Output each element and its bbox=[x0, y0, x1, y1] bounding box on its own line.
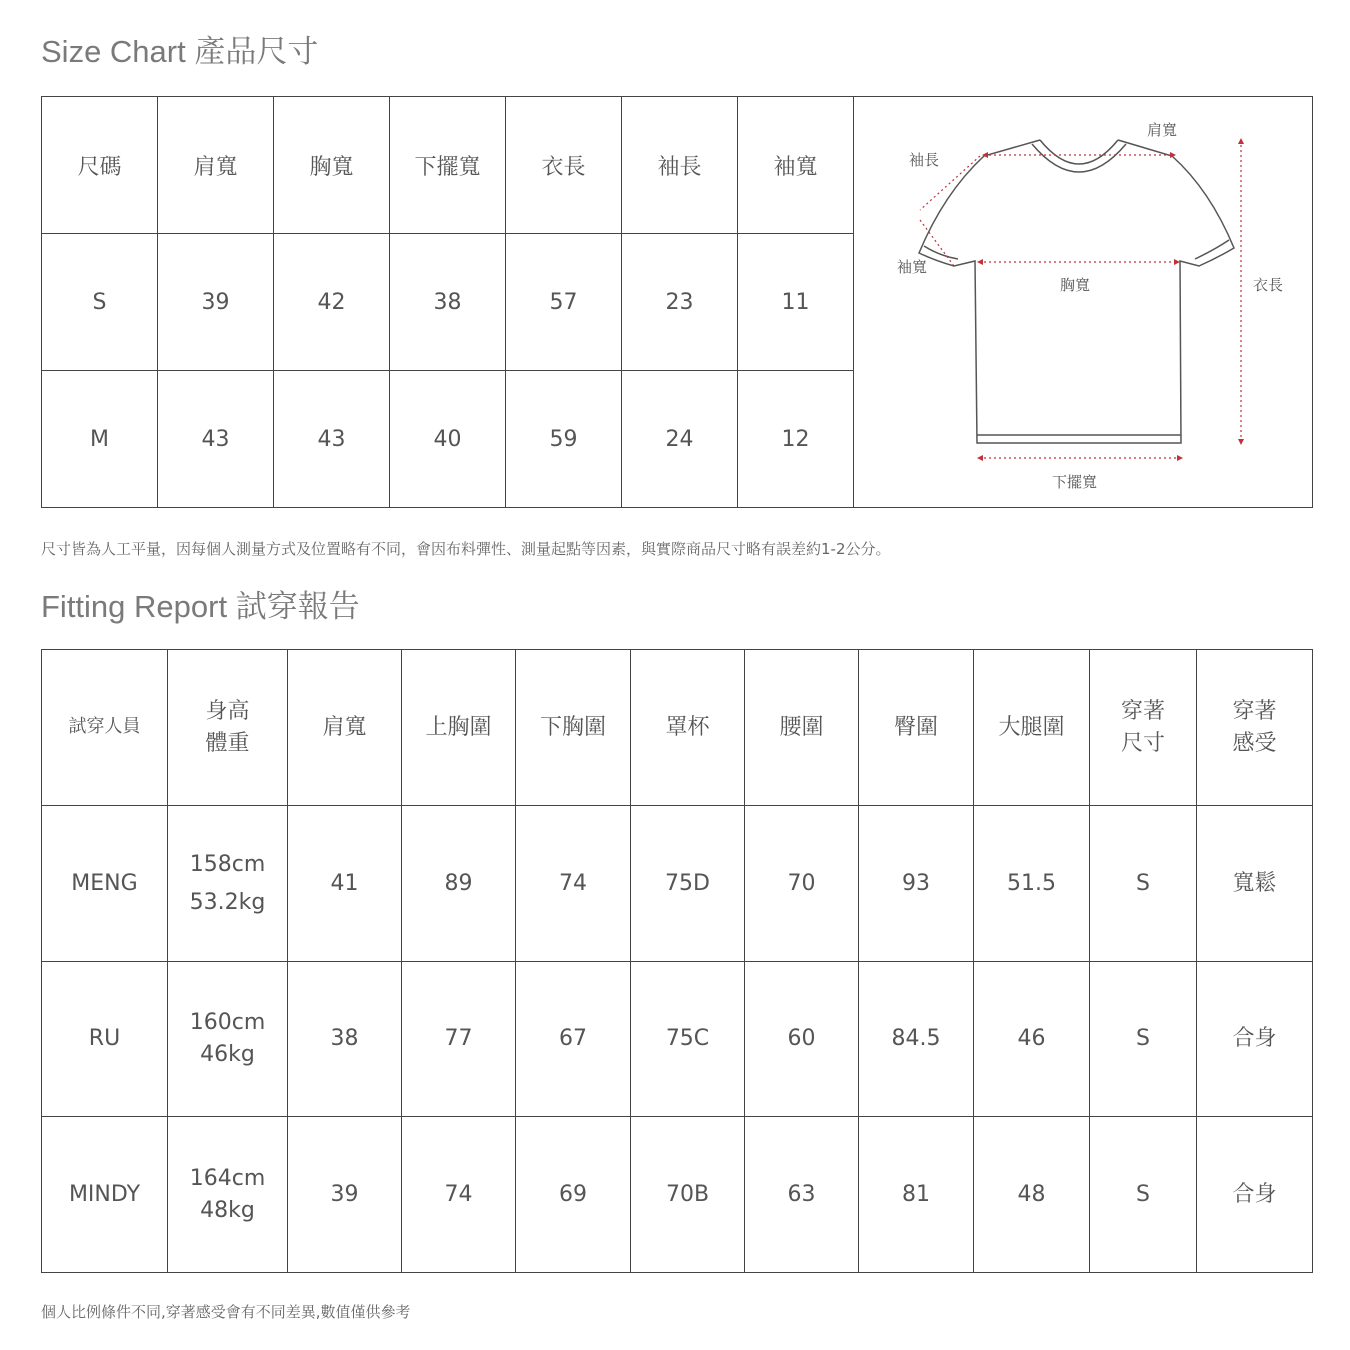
fitting-report-table bbox=[41, 649, 1313, 1273]
value-cell: 42 bbox=[274, 234, 390, 371]
value-cell: 43 bbox=[274, 371, 390, 508]
header-cup: 罩杯 bbox=[631, 650, 745, 806]
value-cell: 75D bbox=[631, 806, 745, 962]
header-hem: 下擺寬 bbox=[390, 97, 506, 234]
tester-name: RU bbox=[42, 962, 168, 1117]
arrow-icon bbox=[1177, 455, 1183, 461]
arrow-icon bbox=[977, 259, 983, 265]
height-weight-cell: 160cm 46kg bbox=[168, 962, 288, 1117]
value-cell: 74 bbox=[402, 1117, 516, 1273]
fit-header-row bbox=[42, 650, 1313, 806]
value-cell: 67 bbox=[516, 962, 631, 1117]
value-cell: 23 bbox=[622, 234, 738, 371]
value-cell: 46 bbox=[974, 962, 1090, 1117]
diagram-label-chest: 胸寬 bbox=[1060, 276, 1091, 294]
header-height-weight: 身高 體重 bbox=[168, 650, 288, 806]
value-cell: 63 bbox=[745, 1117, 859, 1273]
table-row bbox=[42, 1117, 1313, 1273]
value-cell: 81 bbox=[859, 1117, 974, 1273]
value-cell: 70 bbox=[745, 806, 859, 962]
arrow-icon bbox=[1238, 439, 1244, 445]
value-cell: 57 bbox=[506, 234, 622, 371]
value-cell: 77 bbox=[402, 962, 516, 1117]
diagram-label-sleeve-length: 袖長 bbox=[909, 151, 940, 169]
header-tester: 試穿人員 bbox=[42, 650, 168, 806]
value-cell: 59 bbox=[506, 371, 622, 508]
value-cell: 合身 bbox=[1197, 962, 1313, 1117]
header-wear-size: 穿著 尺寸 bbox=[1090, 650, 1197, 806]
header-under-bust: 下胸圍 bbox=[516, 650, 631, 806]
value-cell: S bbox=[1090, 962, 1197, 1117]
value-cell: 89 bbox=[402, 806, 516, 962]
value-cell: 74 bbox=[516, 806, 631, 962]
header-waist: 腰圍 bbox=[745, 650, 859, 806]
tshirt-diagram-cell bbox=[854, 97, 1313, 508]
value-cell: 38 bbox=[390, 234, 506, 371]
value-cell: 39 bbox=[288, 1117, 402, 1273]
diagram-label-sleeve-width: 袖寬 bbox=[897, 258, 928, 276]
tshirt-collar-inner bbox=[1032, 144, 1126, 172]
value-cell: 60 bbox=[745, 962, 859, 1117]
size-cell: M bbox=[42, 371, 158, 508]
fitting-report-title: Fitting Report 試穿報告 bbox=[41, 589, 360, 624]
diagram-label-shoulder: 肩寬 bbox=[1147, 121, 1178, 139]
value-cell: 48 bbox=[974, 1117, 1090, 1273]
header-length: 衣長 bbox=[506, 97, 622, 234]
height-weight-cell: 164cm 48kg bbox=[168, 1117, 288, 1273]
tshirt-diagram bbox=[854, 98, 1310, 506]
table-row bbox=[42, 962, 1313, 1117]
value-cell: S bbox=[1090, 1117, 1197, 1273]
tester-name: MENG bbox=[42, 806, 168, 962]
size-chart-note: 尺寸皆為人工平量，因每個人測量方式及位置略有不同，會因布料彈性、測量起點等因素，與實際商品尺寸略有誤差約1-2公分。 bbox=[41, 540, 891, 558]
header-sleeve-width: 袖寬 bbox=[738, 97, 854, 234]
table-row bbox=[42, 806, 1313, 962]
tester-name: MINDY bbox=[42, 1117, 168, 1273]
value-cell: 51.5 bbox=[974, 806, 1090, 962]
size-chart-table bbox=[41, 96, 1313, 508]
size-cell: S bbox=[42, 234, 158, 371]
value-cell: 11 bbox=[738, 234, 854, 371]
arrow-icon bbox=[1174, 259, 1180, 265]
fitting-report-note: 個人比例條件不同,穿著感受會有不同差異,數值僅供參考 bbox=[41, 1303, 411, 1321]
diagram-label-length: 衣長 bbox=[1253, 276, 1284, 294]
value-cell: 70B bbox=[631, 1117, 745, 1273]
tshirt-collar-outer bbox=[1040, 140, 1118, 164]
height-weight-cell: 158cm 53.2kg bbox=[168, 806, 288, 962]
arrow-icon bbox=[1238, 138, 1244, 144]
value-cell: 寬鬆 bbox=[1197, 806, 1313, 962]
value-cell: 合身 bbox=[1197, 1117, 1313, 1273]
value-cell: 40 bbox=[390, 371, 506, 508]
value-cell: 84.5 bbox=[859, 962, 974, 1117]
value-cell: 24 bbox=[622, 371, 738, 508]
value-cell: 41 bbox=[288, 806, 402, 962]
value-cell: S bbox=[1090, 806, 1197, 962]
value-cell: 39 bbox=[158, 234, 274, 371]
header-thigh: 大腿圍 bbox=[974, 650, 1090, 806]
size-chart-title: Size Chart 產品尺寸 bbox=[41, 34, 319, 69]
arrow-icon bbox=[977, 455, 983, 461]
diagram-label-hem: 下擺寬 bbox=[1052, 473, 1098, 491]
header-shoulder: 肩寬 bbox=[158, 97, 274, 234]
value-cell: 69 bbox=[516, 1117, 631, 1273]
value-cell: 38 bbox=[288, 962, 402, 1117]
value-cell: 75C bbox=[631, 962, 745, 1117]
tshirt-right-cuff bbox=[1195, 240, 1229, 259]
header-sleeve-length: 袖長 bbox=[622, 97, 738, 234]
header-size: 尺碼 bbox=[42, 97, 158, 234]
value-cell: 12 bbox=[738, 371, 854, 508]
size-header-row bbox=[42, 97, 1313, 234]
header-hip: 臀圍 bbox=[859, 650, 974, 806]
header-upper-bust: 上胸圍 bbox=[402, 650, 516, 806]
value-cell: 43 bbox=[158, 371, 274, 508]
value-cell: 93 bbox=[859, 806, 974, 962]
header-wear-feel: 穿著 感受 bbox=[1197, 650, 1313, 806]
header-chest: 胸寬 bbox=[274, 97, 390, 234]
header-shoulder: 肩寬 bbox=[288, 650, 402, 806]
